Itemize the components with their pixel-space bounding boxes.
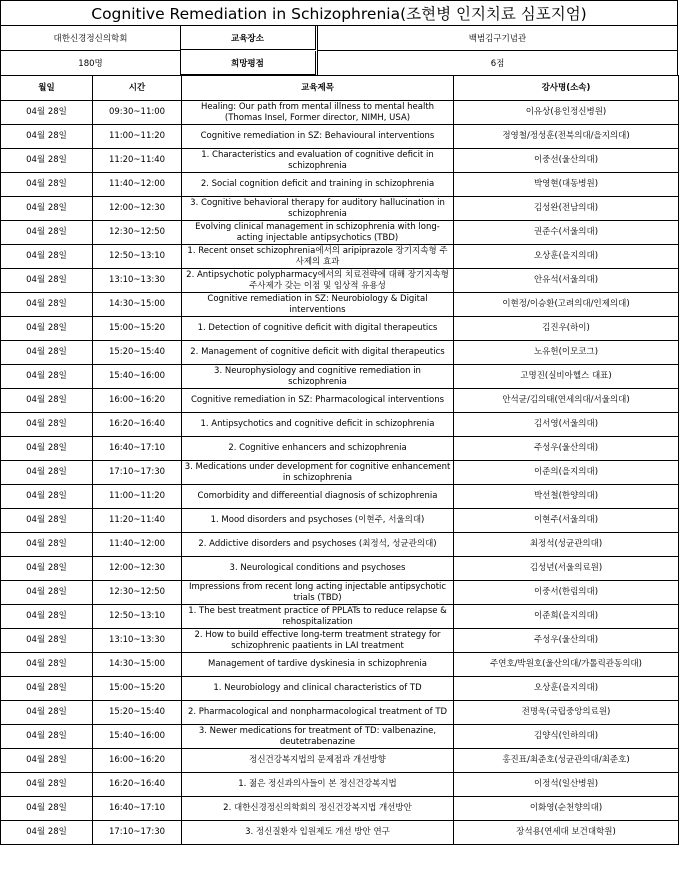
time-cell: 15:20~15:40 (93, 341, 182, 365)
table-row (1, 269, 679, 293)
table-row (1, 533, 679, 557)
speaker-cell: 이중서(한림의대) (454, 581, 679, 605)
time-cell: 12:00~12:30 (93, 557, 182, 581)
venue-value: 백범김구기념관 (317, 26, 678, 51)
topic-cell: 1. Neurobiology and clinical characteristics of TD (182, 677, 454, 701)
date-cell: 04월 28일 (1, 725, 93, 749)
time-cell: 11:20~11:40 (93, 509, 182, 533)
table-row (1, 293, 679, 317)
time-cell: 12:50~13:10 (93, 245, 182, 269)
table-row (1, 749, 679, 773)
organizer-value: 대한신경정신의학회 (0, 26, 181, 51)
speaker-cell: 주연호/박원호(울산의대/가톨릭관동의대) (454, 653, 679, 677)
topic-cell: 2. Management of cognitive deficit with digital therapeutics (182, 341, 454, 365)
table-header-row (1, 76, 679, 101)
time-cell: 16:20~16:40 (93, 413, 182, 437)
time-cell: 09:30~11:00 (93, 101, 182, 125)
speaker-cell: 박영현(대동병원) (454, 173, 679, 197)
topic-cell: Comorbidity and differeential diagnosis of schizophrenia (182, 485, 454, 509)
table-row (1, 509, 679, 533)
time-cell: 13:10~13:30 (93, 269, 182, 293)
date-cell: 04월 28일 (1, 629, 93, 653)
date-cell: 04월 28일 (1, 533, 93, 557)
table-row (1, 101, 679, 125)
time-cell: 14:30~15:00 (93, 293, 182, 317)
topic-cell: 1. Characteristics and evaluation of cognitive deficit in schizophrenia (182, 149, 454, 173)
topic-cell: 2. Addictive disorders and psychoses (최정석, 성균관의대) (182, 533, 454, 557)
date-cell: 04월 28일 (1, 389, 93, 413)
table-row (1, 341, 679, 365)
schedule-table (0, 75, 679, 845)
table-row (1, 197, 679, 221)
speaker-cell: 홍진표/최준호(성균관의대/최준호) (454, 749, 679, 773)
time-cell: 16:40~17:10 (93, 437, 182, 461)
date-cell: 04월 28일 (1, 509, 93, 533)
time-cell: 15:40~16:00 (93, 725, 182, 749)
date-cell: 04월 28일 (1, 197, 93, 221)
time-cell: 17:10~17:30 (93, 821, 182, 845)
topic-cell: 1. The best treatment practice of PPLATs to reduce relapse & rehospitalization (182, 605, 454, 629)
topic-cell: 3. Medications under development for cognitive enhancement in schizophrenia (182, 461, 454, 485)
time-cell: 11:00~11:20 (93, 485, 182, 509)
date-cell: 04월 28일 (1, 245, 93, 269)
topic-cell: Cognitive remediation in SZ: Behavioural interventions (182, 125, 454, 149)
time-cell: 15:00~15:20 (93, 317, 182, 341)
table-row (1, 797, 679, 821)
speaker-cell: 박선철(한양의대) (454, 485, 679, 509)
table-row (1, 389, 679, 413)
document-title: Cognitive Remediation in Schizophrenia(조현병 인지치료 심포지엄) (0, 0, 678, 26)
date-cell: 04월 28일 (1, 461, 93, 485)
date-cell: 04월 28일 (1, 221, 93, 245)
table-row (1, 461, 679, 485)
speaker-cell: 이유상(용인정신병원) (454, 101, 679, 125)
time-cell: 16:00~16:20 (93, 389, 182, 413)
topic-cell: 2. Cognitive enhancers and schizophrenia (182, 437, 454, 461)
speaker-cell: 안유석(서울의대) (454, 269, 679, 293)
table-body (1, 101, 679, 845)
topic-cell: Healing: Our path from mental illness to mental health (Thomas Insel, Former director, NIMH, USA) (182, 101, 454, 125)
time-cell: 11:40~12:00 (93, 533, 182, 557)
speaker-cell: 전명욱(국립중앙의료원) (454, 701, 679, 725)
date-cell: 04월 28일 (1, 413, 93, 437)
table-row (1, 437, 679, 461)
header-date: 월일 (1, 76, 93, 101)
topic-cell: 1. Mood disorders and psychoses (이현주, 서울의대) (182, 509, 454, 533)
table-row (1, 821, 679, 845)
topic-cell: Cognitive remediation in SZ: Neurobiology & Digital interventions (182, 293, 454, 317)
speaker-cell: 이준의(을지의대) (454, 461, 679, 485)
topic-cell: 3. Neurophysiology and cognitive remediation in schizophrenia (182, 365, 454, 389)
table-row (1, 365, 679, 389)
table-row (1, 701, 679, 725)
time-cell: 12:50~13:10 (93, 605, 182, 629)
date-cell: 04월 28일 (1, 773, 93, 797)
date-cell: 04월 28일 (1, 317, 93, 341)
topic-cell: 2. Social cognition deficit and training in schizophrenia (182, 173, 454, 197)
time-cell: 16:00~16:20 (93, 749, 182, 773)
date-cell: 04월 28일 (1, 341, 93, 365)
topic-cell: 3. Cognitive behavioral therapy for auditory hallucination in schizophrenia (182, 197, 454, 221)
header-speaker: 강사명(소속) (454, 76, 679, 101)
date-cell: 04월 28일 (1, 677, 93, 701)
date-cell: 04월 28일 (1, 749, 93, 773)
info-row-organizer (0, 26, 678, 51)
date-cell: 04월 28일 (1, 485, 93, 509)
topic-cell: Evolving clinical management in schizophrenia with long-acting injectable antipsychotics (TBD) (182, 221, 454, 245)
topic-cell: 3. 정신질환자 입원제도 개선 방안 연구 (182, 821, 454, 845)
date-cell: 04월 28일 (1, 293, 93, 317)
table-row (1, 173, 679, 197)
time-cell: 17:10~17:30 (93, 461, 182, 485)
info-row-attendees (0, 51, 678, 76)
date-cell: 04월 28일 (1, 557, 93, 581)
topic-cell: 2. Antipsychotic polypharmacy에서의 치료전략에 대해 장기지속형 주사제가 갖는 이점 및 임상적 유용성 (182, 269, 454, 293)
date-cell: 04월 28일 (1, 797, 93, 821)
speaker-cell: 주성우(울산의대) (454, 437, 679, 461)
table-row (1, 653, 679, 677)
speaker-cell: 주성우(울산의대) (454, 629, 679, 653)
time-cell: 15:00~15:20 (93, 677, 182, 701)
topic-cell: 2. Pharmacological and nonpharmacological treatment of TD (182, 701, 454, 725)
speaker-cell: 정영철/정성훈(전북의대/을지의대) (454, 125, 679, 149)
time-cell: 14:30~15:00 (93, 653, 182, 677)
table-row (1, 557, 679, 581)
time-cell: 11:20~11:40 (93, 149, 182, 173)
speaker-cell: 김양식(인하의대) (454, 725, 679, 749)
date-cell: 04월 28일 (1, 101, 93, 125)
table-row (1, 149, 679, 173)
date-cell: 04월 28일 (1, 149, 93, 173)
time-cell: 11:40~12:00 (93, 173, 182, 197)
date-cell: 04월 28일 (1, 653, 93, 677)
topic-cell: Impressions from recent long acting injectable antipsychotic trials (TBD) (182, 581, 454, 605)
table-row (1, 245, 679, 269)
speaker-cell: 권준수(서울의대) (454, 221, 679, 245)
table-row (1, 317, 679, 341)
speaker-cell: 안석균/김의태(연세의대/서울의대) (454, 389, 679, 413)
venue-label: 교육장소 (180, 26, 316, 50)
time-cell: 16:40~17:10 (93, 797, 182, 821)
date-cell: 04월 28일 (1, 437, 93, 461)
topic-cell: 2. How to build effective long-term treatment strategy for schizophrenic paatients in LAI treatment (182, 629, 454, 653)
speaker-cell: 김성년(서울의료원) (454, 557, 679, 581)
speaker-cell: 노유헌(이모코그) (454, 341, 679, 365)
table-row (1, 629, 679, 653)
speaker-cell: 이정석(일산병원) (454, 773, 679, 797)
speaker-cell: 김성완(전남의대) (454, 197, 679, 221)
speaker-cell: 이중선(울산의대) (454, 149, 679, 173)
table-row (1, 413, 679, 437)
topic-cell: 1. Detection of cognitive deficit with digital therapeutics (182, 317, 454, 341)
speaker-cell: 김진우(하이) (454, 317, 679, 341)
time-cell: 16:20~16:40 (93, 773, 182, 797)
speaker-cell: 최정석(성균관의대) (454, 533, 679, 557)
time-cell: 15:20~15:40 (93, 701, 182, 725)
table-row (1, 485, 679, 509)
date-cell: 04월 28일 (1, 581, 93, 605)
score-label: 희망평점 (180, 51, 316, 75)
table-row (1, 773, 679, 797)
speaker-cell: 고명진(실비아헬스 대표) (454, 365, 679, 389)
time-cell: 12:30~12:50 (93, 221, 182, 245)
time-cell: 15:40~16:00 (93, 365, 182, 389)
speaker-cell: 이준희(을지의대) (454, 605, 679, 629)
date-cell: 04월 28일 (1, 173, 93, 197)
topic-cell: 3. Neurological conditions and psychoses (182, 557, 454, 581)
topic-cell: Management of tardive dyskinesia in schizophrenia (182, 653, 454, 677)
date-cell: 04월 28일 (1, 605, 93, 629)
speaker-cell: 이화영(순천향의대) (454, 797, 679, 821)
table-row (1, 725, 679, 749)
topic-cell: Cognitive remediation in SZ: Pharmacological interventions (182, 389, 454, 413)
topic-cell: 2. 대한신경정신의학회의 정신건강복지법 개선방안 (182, 797, 454, 821)
table-row (1, 221, 679, 245)
date-cell: 04월 28일 (1, 701, 93, 725)
speaker-cell: 이현정/이승환(고려의대/인제의대) (454, 293, 679, 317)
speaker-cell: 오상훈(을지의대) (454, 245, 679, 269)
speaker-cell: 오상훈(을지의대) (454, 677, 679, 701)
topic-cell: 정신건강복지법의 문제점과 개선방향 (182, 749, 454, 773)
date-cell: 04월 28일 (1, 125, 93, 149)
time-cell: 11:00~11:20 (93, 125, 182, 149)
table-row (1, 677, 679, 701)
table-row (1, 605, 679, 629)
header-time: 시간 (93, 76, 182, 101)
attendees-value: 180명 (0, 51, 181, 76)
date-cell: 04월 28일 (1, 365, 93, 389)
date-cell: 04월 28일 (1, 269, 93, 293)
speaker-cell: 장석용(연세대 보건대학원) (454, 821, 679, 845)
time-cell: 13:10~13:30 (93, 629, 182, 653)
date-cell: 04월 28일 (1, 821, 93, 845)
header-topic: 교육제목 (182, 76, 454, 101)
time-cell: 12:00~12:30 (93, 197, 182, 221)
topic-cell: 1. 젊은 정신과의사들이 본 정신건강복지법 (182, 773, 454, 797)
score-value: 6점 (317, 51, 678, 76)
table-row (1, 581, 679, 605)
table-row (1, 125, 679, 149)
topic-cell: 1. Antipsychotics and cognitive deficit in schizophrenia (182, 413, 454, 437)
speaker-cell: 이현주(서울의대) (454, 509, 679, 533)
speaker-cell: 김서영(서울의대) (454, 413, 679, 437)
time-cell: 12:30~12:50 (93, 581, 182, 605)
topic-cell: 3. Newer medications for treatment of TD: valbenazine, deutetrabenazine (182, 725, 454, 749)
topic-cell: 1. Recent onset schizophrenia에서의 aripiprazole 장기지속형 주사제의 효과 (182, 245, 454, 269)
